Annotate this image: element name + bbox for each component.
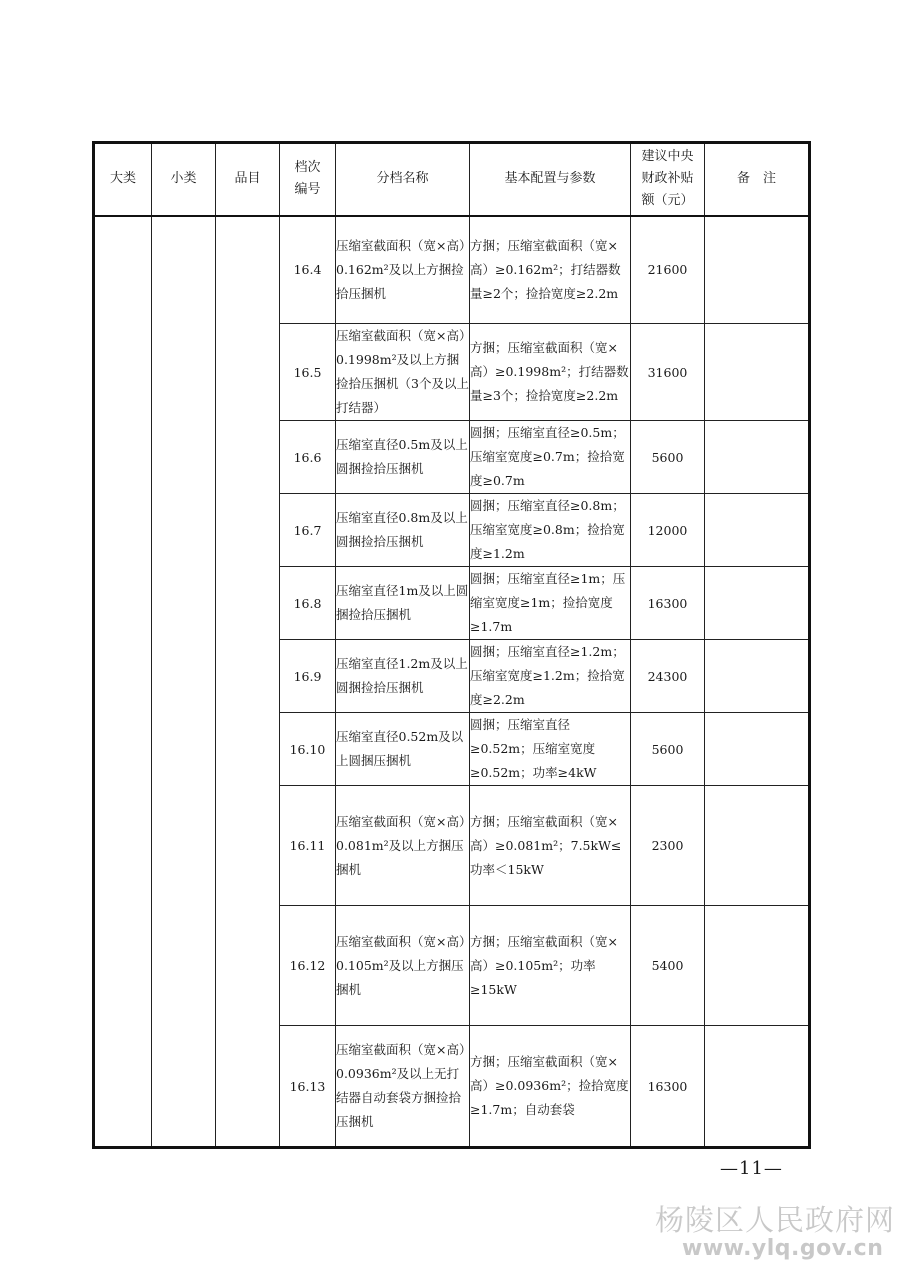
subsidy-amount: 21600 [631,216,705,324]
remark-cell [705,906,810,1026]
tier-name: 压缩室截面积（宽×高）0.1998m²及以上方捆捡拾压捆机（3个及以上打结器） [336,324,470,421]
tier-params: 圆捆；压缩室直径≥1m；压缩室宽度≥1m；捡拾宽度≥1.7m [470,567,631,640]
header-minor-category: 小类 [152,143,216,216]
header-tier-name: 分档名称 [336,143,470,216]
remark-cell [705,640,810,713]
tier-name: 压缩室截面积（宽×高）0.162m²及以上方捆捡拾压捆机 [336,216,470,324]
table-row [94,216,810,324]
tier-params: 方捆；压缩室截面积（宽×高）≥0.1998m²；打结器数量≥3个；捡拾宽度≥2.2m [470,324,631,421]
remark-cell [705,567,810,640]
tier-code: 16.12 [280,906,336,1026]
remark-cell [705,786,810,906]
header-code-line2: 编号 [294,182,321,198]
header-subsidy-amount [631,143,705,216]
table-header-row [94,143,810,216]
tier-name: 压缩室直径1m及以上圆捆捡拾压捆机 [336,567,470,640]
tier-params: 方捆；压缩室截面积（宽×高）≥0.081m²；7.5kW≤功率＜15kW [470,786,631,906]
subsidy-amount: 31600 [631,324,705,421]
subsidy-amount: 2300 [631,786,705,906]
remark-cell [705,713,810,786]
tier-params: 圆捆；压缩室直径≥0.8m；压缩室宽度≥0.8m；捡拾宽度≥1.2m [470,494,631,567]
tier-code: 16.13 [280,1026,336,1148]
header-amount-line3: 额（元） [641,193,694,209]
tier-name: 压缩室直径0.8m及以上圆捆捡拾压捆机 [336,494,470,567]
tier-code: 16.8 [280,567,336,640]
tier-code: 16.9 [280,640,336,713]
header-amount-line2: 财政补贴 [641,171,694,187]
header-params: 基本配置与参数 [470,143,631,216]
subsidy-amount: 16300 [631,567,705,640]
page-number: —11— [720,1158,783,1179]
tier-params: 圆捆；压缩室直径≥0.5m；压缩室宽度≥0.7m；捡拾宽度≥0.7m [470,421,631,494]
subsidy-amount: 12000 [631,494,705,567]
minor-category-cell [152,216,216,1148]
tier-name: 压缩室截面积（宽×高）0.0936m²及以上无打结器自动套袋方捆捡拾压捆机 [336,1026,470,1148]
item-cell [216,216,280,1148]
tier-params: 圆捆；压缩室直径≥0.52m；压缩室宽度≥0.52m；功率≥4kW [470,713,631,786]
tier-code: 16.6 [280,421,336,494]
tier-code: 16.11 [280,786,336,906]
watermark-site-name: 杨陵区人民政府网 [655,1203,896,1237]
header-code-line1: 档次 [294,160,321,176]
header-item: 品目 [216,143,280,216]
major-category-cell [94,216,152,1148]
subsidy-table [92,141,811,1149]
subsidy-amount: 5400 [631,906,705,1026]
tier-params: 圆捆；压缩室直径≥1.2m；压缩室宽度≥1.2m；捡拾宽度≥2.2m [470,640,631,713]
tier-name: 压缩室截面积（宽×高）0.081m²及以上方捆压捆机 [336,786,470,906]
remark-cell [705,324,810,421]
subsidy-amount: 24300 [631,640,705,713]
header-code [280,143,336,216]
subsidy-amount: 5600 [631,421,705,494]
header-remark: 备 注 [705,143,810,216]
remark-cell [705,421,810,494]
subsidy-amount: 5600 [631,713,705,786]
watermark-url: www.ylq.gov.cn [682,1236,884,1261]
tier-name: 压缩室直径0.52m及以上圆捆压捆机 [336,713,470,786]
tier-code: 16.4 [280,216,336,324]
header-major-category: 大类 [94,143,152,216]
subsidy-amount: 16300 [631,1026,705,1148]
tier-params: 方捆；压缩室截面积（宽×高）≥0.0936m²；捡拾宽度≥1.7m；自动套袋 [470,1026,631,1148]
tier-name: 压缩室截面积（宽×高）0.105m²及以上方捆压捆机 [336,906,470,1026]
tier-params: 方捆；压缩室截面积（宽×高）≥0.105m²；功率≥15kW [470,906,631,1026]
tier-code: 16.7 [280,494,336,567]
header-amount-line1: 建议中央 [641,149,694,165]
remark-cell [705,216,810,324]
tier-params: 方捆；压缩室截面积（宽×高）≥0.162m²；打结器数量≥2个；捡拾宽度≥2.2m [470,216,631,324]
tier-code: 16.10 [280,713,336,786]
tier-code: 16.5 [280,324,336,421]
tier-name: 压缩室直径1.2m及以上圆捆捡拾压捆机 [336,640,470,713]
remark-cell [705,494,810,567]
remark-cell [705,1026,810,1148]
tier-name: 压缩室直径0.5m及以上圆捆捡拾压捆机 [336,421,470,494]
